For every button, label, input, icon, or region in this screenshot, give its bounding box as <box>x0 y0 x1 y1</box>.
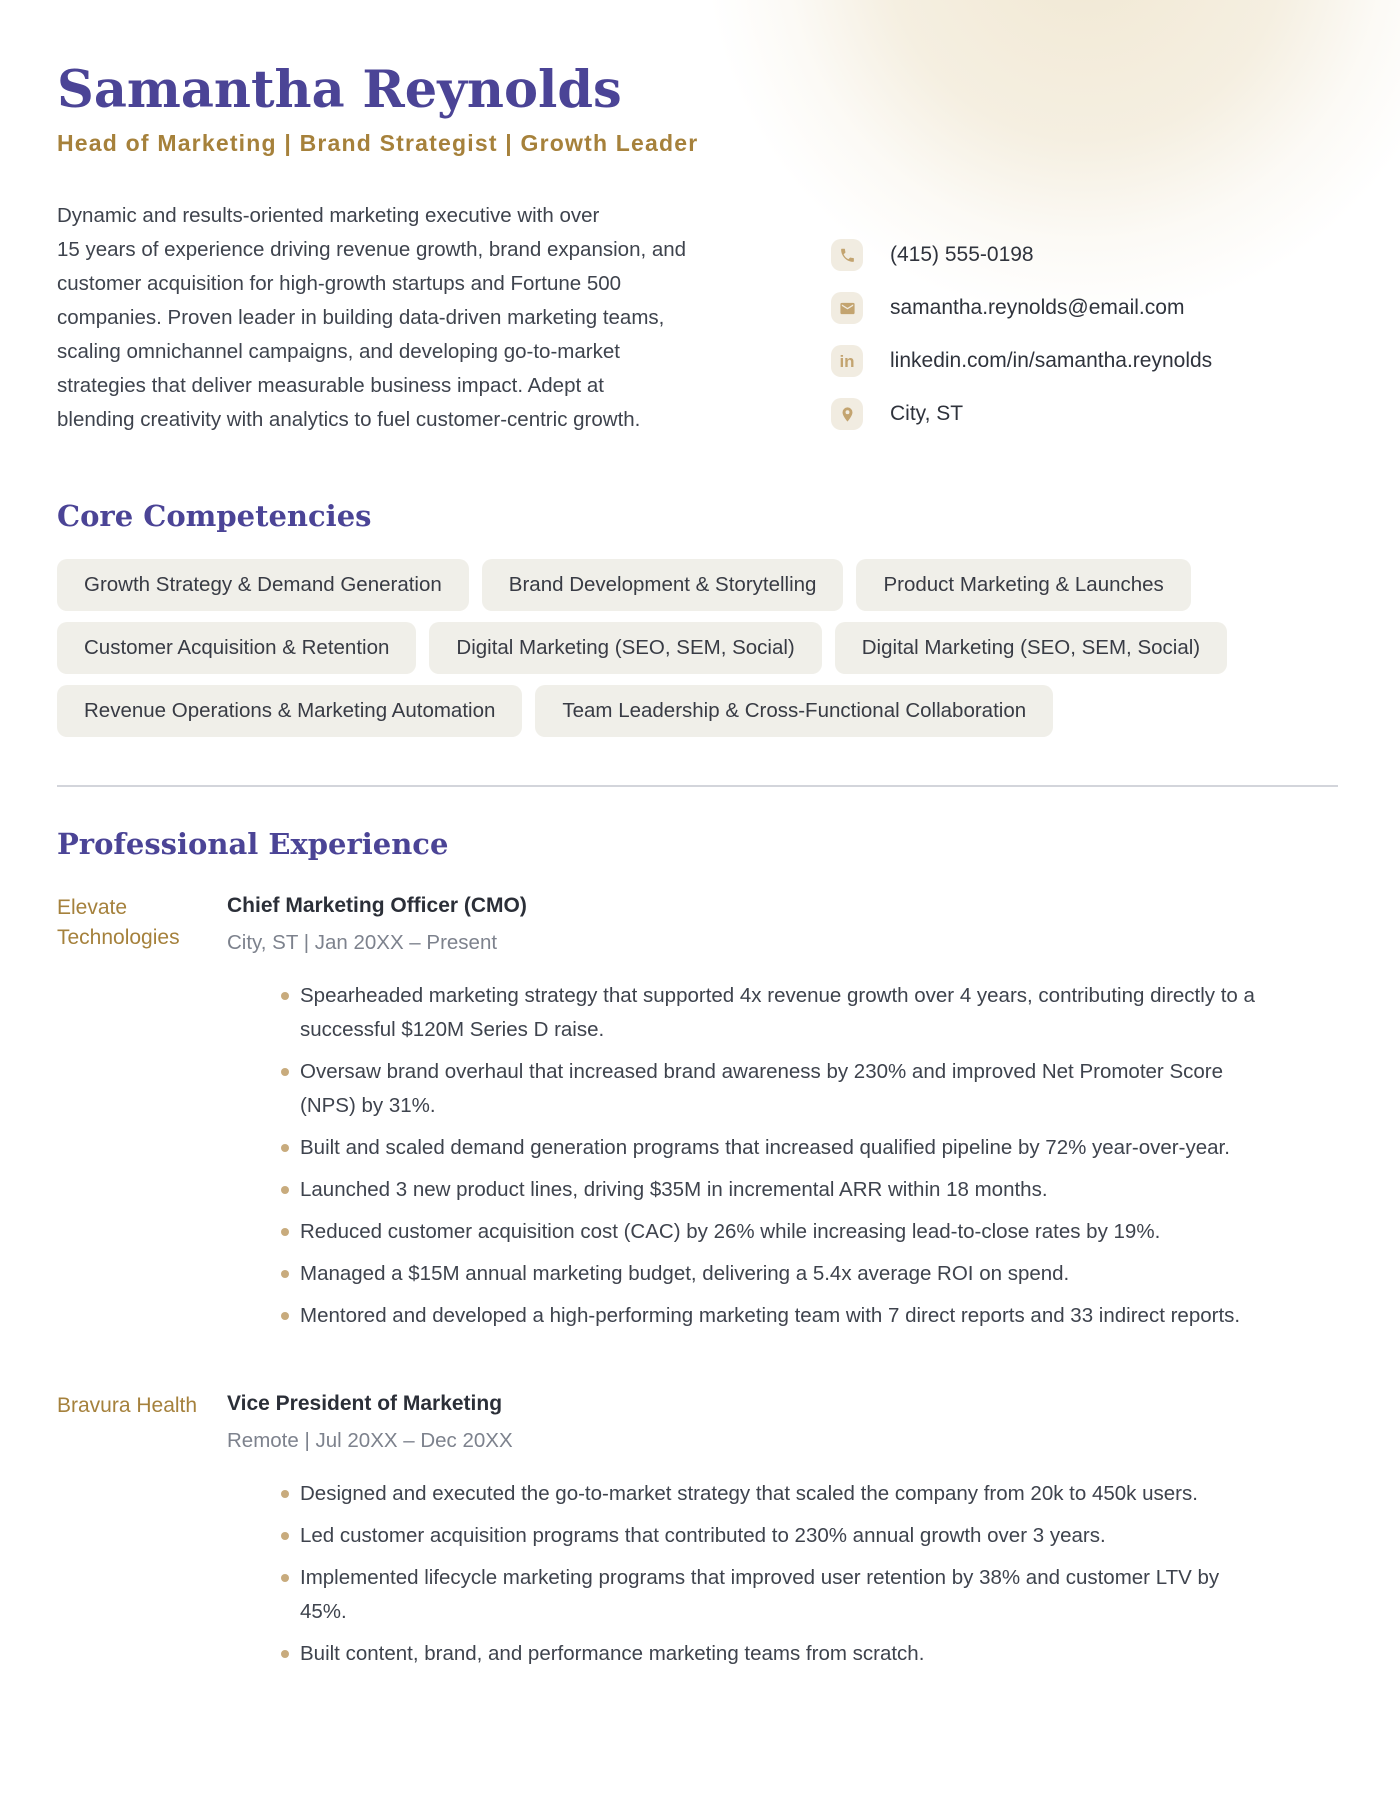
skill-pill: Growth Strategy & Demand Generation <box>57 559 469 611</box>
experience-title: Professional Experience <box>57 827 449 862</box>
summary-line: blending creativity with analytics to fuel customer-centric growth. <box>57 408 641 432</box>
job-meta: Remote | Jul 20XX – Dec 20XX <box>227 1429 513 1453</box>
bullet-item: Designed and executed the go-to-market strategy that scaled the company from 20k to 450k users. <box>227 1477 1262 1511</box>
skill-pill: Brand Development & Storytelling <box>482 559 844 611</box>
skill-pills <box>57 559 1340 737</box>
contact-row-location <box>831 398 1212 430</box>
contact-block <box>831 199 1212 451</box>
bullet-item: Built and scaled demand generation programs that increased qualified pipeline by 72% year-over-year. <box>227 1131 1262 1165</box>
summary-line: strategies that deliver measurable business impact. Adept at <box>57 374 604 398</box>
location-value: City, ST <box>890 402 964 426</box>
bullet-item: Launched 3 new product lines, driving $35M in incremental ARR within 18 months. <box>227 1173 1262 1207</box>
phone-icon <box>831 239 863 271</box>
job-role: Vice President of Marketing <box>227 1392 503 1416</box>
resume-header <box>57 62 1343 157</box>
summary-line: 15 years of experience driving revenue growth, brand expansion, and <box>57 238 687 262</box>
bullet-item: Managed a $15M annual marketing budget, delivering a 5.4x average ROI on spend. <box>227 1257 1262 1291</box>
company-name: Elevate Technologies <box>57 896 180 950</box>
section-divider <box>57 785 1338 787</box>
person-name: Samantha Reynolds <box>57 60 622 120</box>
contact-row-linkedin <box>831 345 1212 377</box>
bullet-item: Mentored and developed a high-performing marketing team with 7 direct reports and 33 indirect reports. <box>227 1299 1262 1333</box>
bullet-item: Spearheaded marketing strategy that supported 4x revenue growth over 4 years, contributing directly to a successful $120M Series D raise. <box>227 979 1262 1047</box>
summary-line: scaling omnichannel campaigns, and developing go-to-market <box>57 340 620 364</box>
job-body <box>227 893 1343 1341</box>
skill-pill: Digital Marketing (SEO, SEM, Social) <box>835 622 1227 674</box>
job-bullets <box>227 1477 1343 1671</box>
bullet-item: Led customer acquisition programs that contributed to 230% annual growth over 3 years. <box>227 1519 1262 1553</box>
job-bullets <box>227 979 1343 1333</box>
job-entry-elevate <box>57 893 1343 1341</box>
skill-pill: Team Leadership & Cross-Functional Collaboration <box>535 685 1053 737</box>
skill-pill: Customer Acquisition & Retention <box>57 622 416 674</box>
contact-row-email <box>831 292 1212 324</box>
skill-pill: Digital Marketing (SEO, SEM, Social) <box>429 622 821 674</box>
email-icon <box>831 292 863 324</box>
tagline: Head of Marketing | Brand Strategist | Growth Leader <box>57 130 699 157</box>
job-meta: City, ST | Jan 20XX – Present <box>227 931 498 955</box>
summary-line: Dynamic and results-oriented marketing executive with over <box>57 204 600 228</box>
linkedin-icon: in <box>831 345 863 377</box>
email-value: samantha.reynolds@email.com <box>890 296 1185 320</box>
phone-value: (415) 555-0198 <box>890 243 1034 267</box>
bullet-item: Oversaw brand overhaul that increased brand awareness by 230% and improved Net Promoter Score (NPS) by 31%. <box>227 1055 1262 1123</box>
job-role: Chief Marketing Officer (CMO) <box>227 894 527 918</box>
skill-pill: Product Marketing & Launches <box>856 559 1190 611</box>
skill-pill: Revenue Operations & Marketing Automation <box>57 685 522 737</box>
bullet-item: Reduced customer acquisition cost (CAC) by 26% while increasing lead-to-close rates by 19%. <box>227 1215 1262 1249</box>
summary-paragraph <box>57 199 799 451</box>
summary-line: customer acquisition for high-growth startups and Fortune 500 <box>57 272 622 296</box>
bullet-item: Implemented lifecycle marketing programs that improved user retention by 38% and customer LTV by 45%. <box>227 1561 1262 1629</box>
core-competencies-section <box>57 499 1343 737</box>
intro-section <box>57 199 1343 451</box>
experience-section <box>57 827 1343 1679</box>
company-name: Bravura Health <box>57 1394 198 1418</box>
location-icon <box>831 398 863 430</box>
job-entry-bravura <box>57 1391 1343 1679</box>
core-competencies-title: Core Competencies <box>57 499 372 534</box>
summary-line: companies. Proven leader in building data-driven marketing teams, <box>57 306 665 330</box>
job-body <box>227 1391 1343 1679</box>
bullet-item: Built content, brand, and performance marketing teams from scratch. <box>227 1637 1262 1671</box>
job-list <box>57 893 1343 1679</box>
linkedin-value: linkedin.com/in/samantha.reynolds <box>890 349 1213 373</box>
contact-row-phone <box>831 239 1212 271</box>
